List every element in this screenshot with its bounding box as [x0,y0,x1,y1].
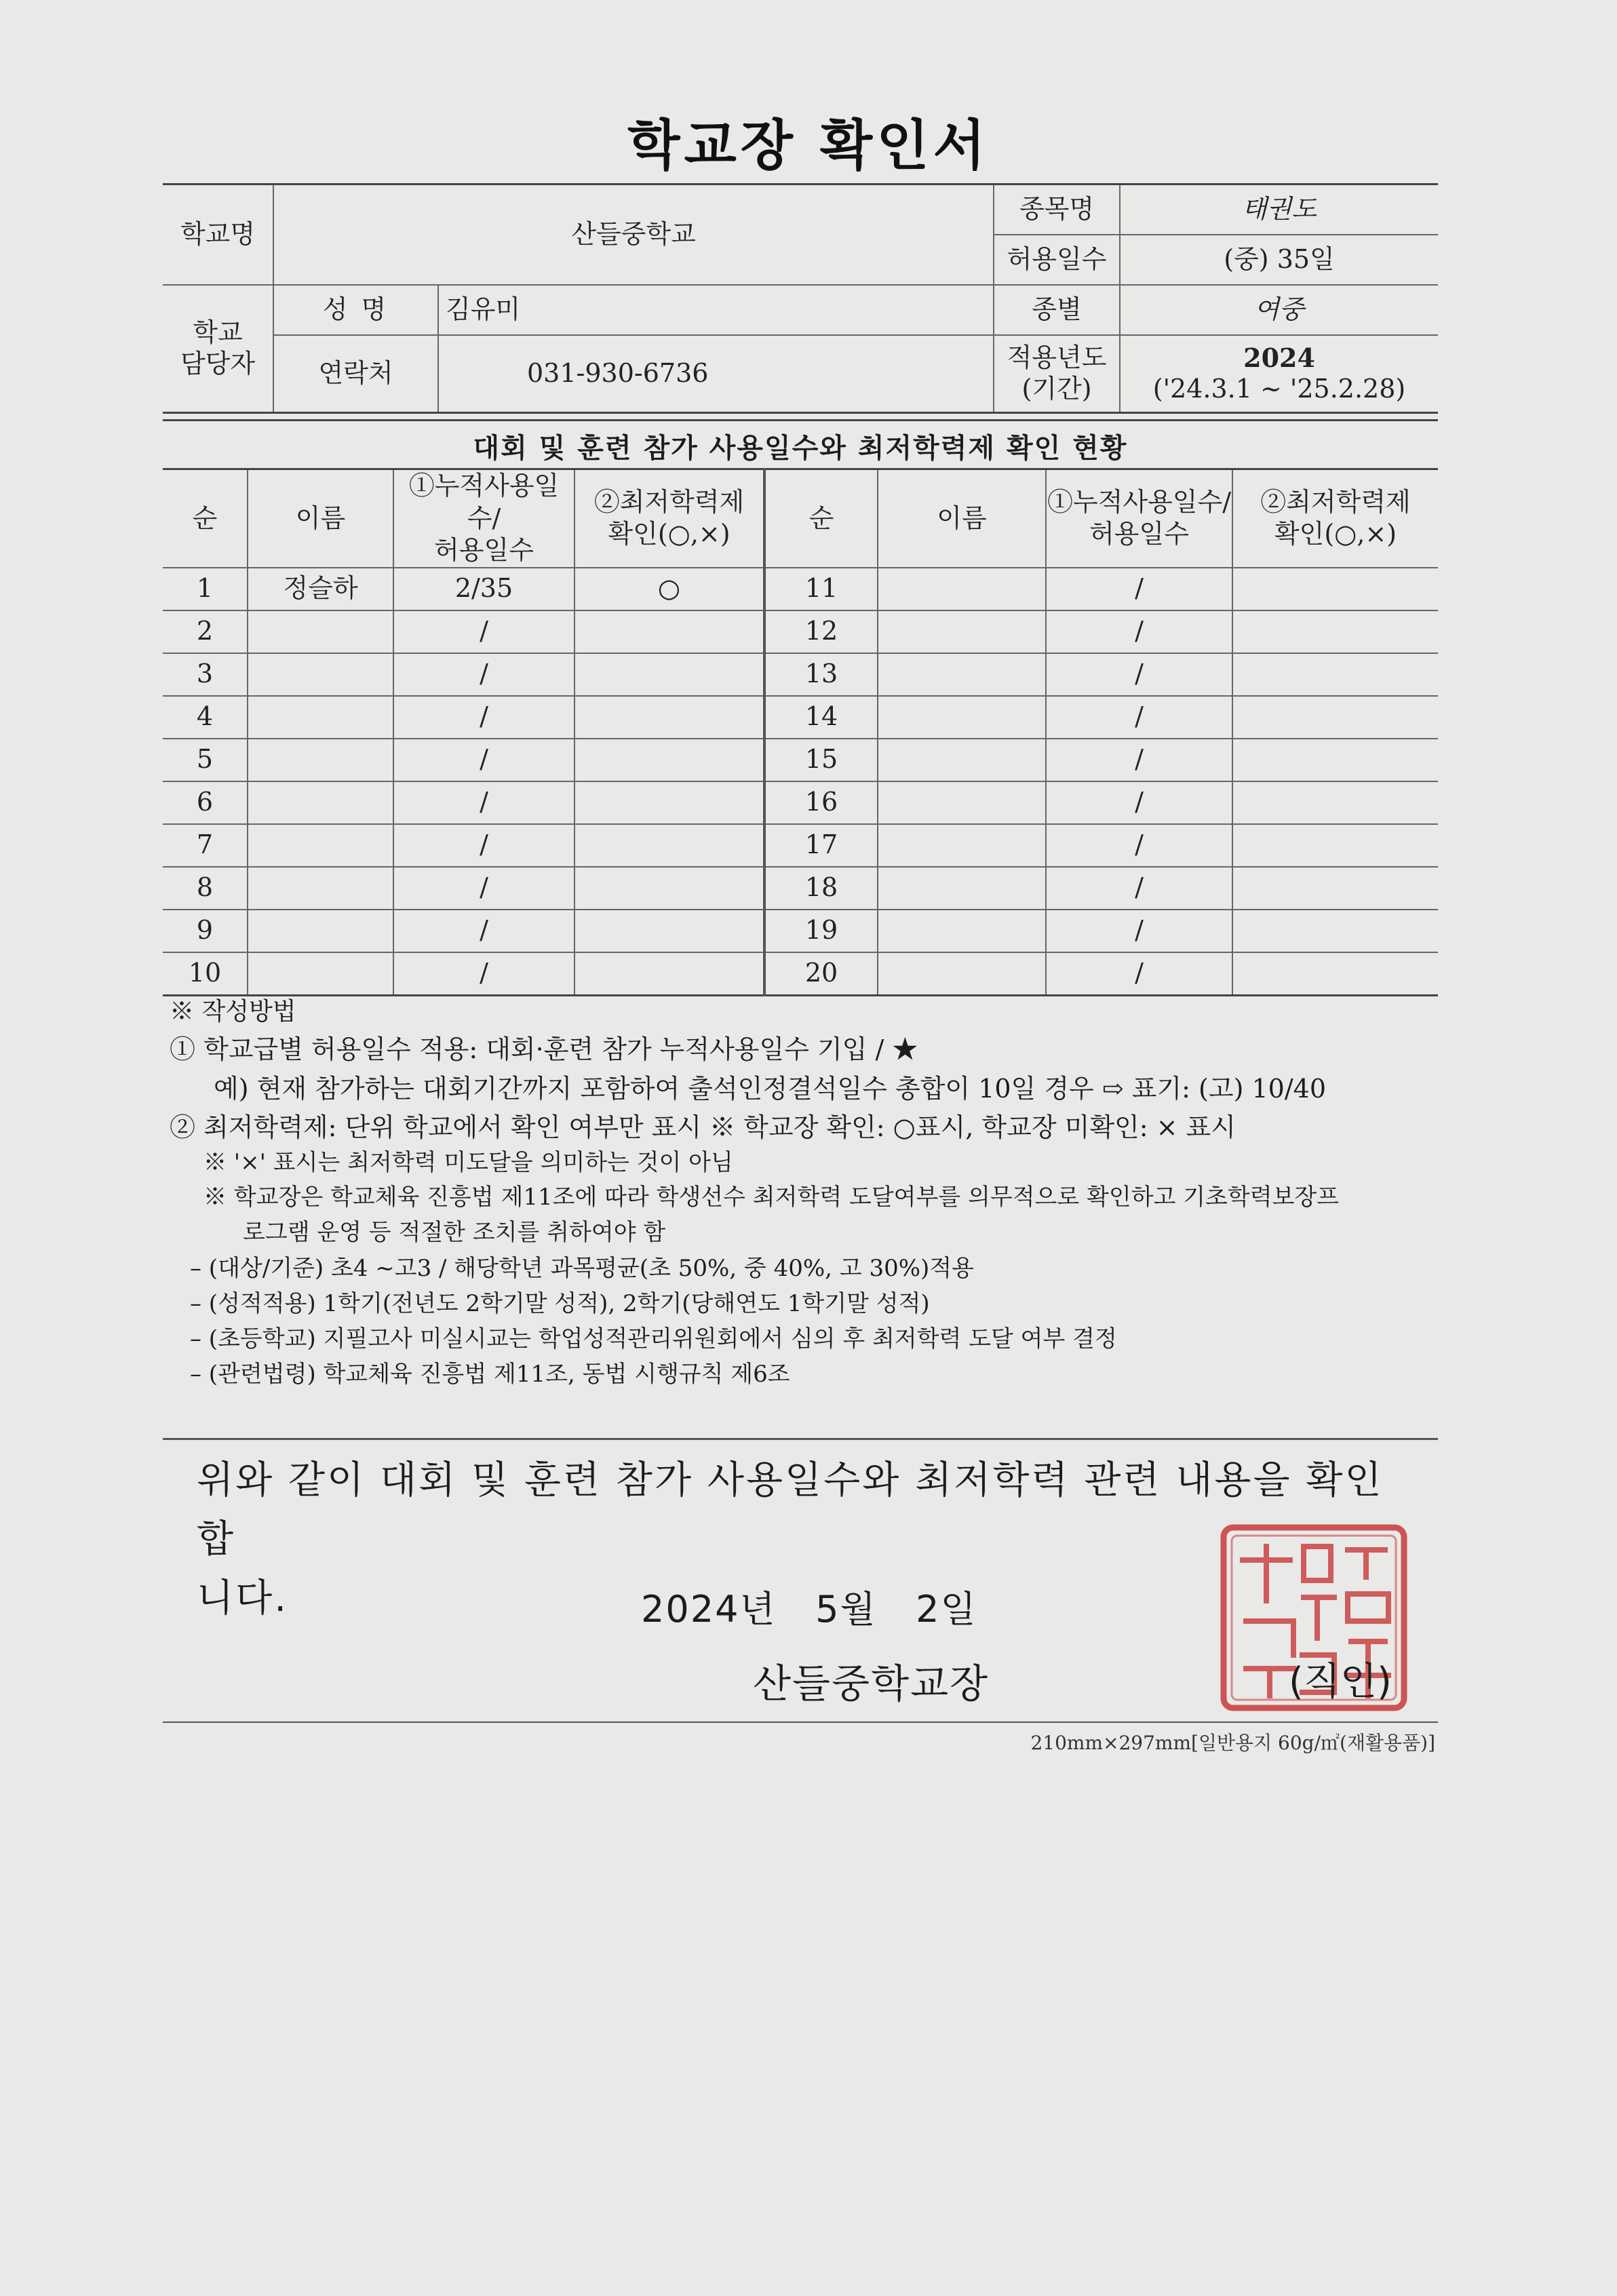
note-1: ① 학교급별 허용일수 적용: 대회·훈련 참가 누적사용일수 기입 / ★ [170,1034,918,1064]
year-label-line2: (기간) [1021,374,1092,404]
event-label: 종목명 [994,184,1120,235]
header-days-right-line1: ①누적사용일수/ [1047,486,1232,517]
cell-left-name [248,610,393,653]
cell-right-check [1232,910,1438,952]
cell-right-no: 20 [764,952,878,996]
info-section [163,183,1438,414]
cell-right-days: / [1046,696,1232,739]
cell-right-days: / [1046,610,1232,653]
cell-right-days: / [1046,781,1232,824]
participant-section [163,468,1438,996]
cell-right-days: / [1046,910,1232,952]
cell-right-days: / [1046,568,1232,610]
header-no-right: 순 [764,469,878,568]
note-2: ② 최저학력제: 단위 학교에서 확인 여부만 표시 ※ 학교장 확인: ○표시, 학교장 미확인: × 표시 [170,1112,1236,1142]
cell-left-no: 3 [163,653,248,696]
cell-right-no: 19 [764,910,878,952]
cell-left-name [248,653,393,696]
cell-left-check [574,824,764,867]
contact-value: 031-930-6736 [438,335,994,413]
cell-left-check: ○ [574,568,764,610]
cell-left-no: 1 [163,568,248,610]
cell-right-no: 11 [764,568,878,610]
allowed-label: 허용일수 [994,235,1120,285]
cell-right-check [1232,867,1438,910]
divider-bottom [163,1721,1438,1723]
header-days-right [1046,469,1232,568]
cell-left-no: 8 [163,867,248,910]
cell-left-no: 2 [163,610,248,653]
header-check [574,469,764,568]
cell-right-name [878,610,1046,653]
cell-left-days: / [393,952,574,996]
cell-right-check [1232,952,1438,996]
cell-left-days: / [393,910,574,952]
cell-left-name [248,739,393,781]
cell-right-name [878,867,1046,910]
school-label: 학교명 [163,184,273,286]
cell-left-name [248,910,393,952]
table-row [163,824,1438,867]
paper-spec: 210mm×297mm[일반용지 60g/㎡(재활용품)] [1030,1732,1435,1754]
year-value: 2024 [1243,343,1315,374]
cell-left-days: / [393,867,574,910]
participant-table-body [163,469,1438,996]
header-check-line2: 확인(○,×) [608,519,730,549]
period-value: ('24.3.1 ~ '25.2.28) [1152,374,1406,404]
year-label-line1: 적용년도 [1007,343,1107,373]
header-name-right: 이름 [878,469,1046,568]
note-1-example: 예) 현재 참가하는 대회기간까지 포함하여 출석인정결석일수 총합이 10일 경우 ⇨ 표기: (고) 10/40 [214,1074,1327,1104]
issue-date: 2024년 5월 2일 [641,1588,977,1631]
header-name: 이름 [248,469,393,568]
cell-left-check [574,952,764,996]
cell-left-days: / [393,696,574,739]
cell-left-check [574,739,764,781]
note-2-sub-2-cont: 로그램 운영 등 적절한 조치를 취하여야 함 [243,1219,666,1246]
cell-right-no: 12 [764,610,878,653]
info-table [163,183,1438,414]
cell-right-days: / [1046,867,1232,910]
cell-left-days: / [393,824,574,867]
note-heading: ※ 작성방법 [170,998,296,1026]
cell-left-no: 7 [163,824,248,867]
cell-right-name [878,739,1046,781]
cell-left-no: 4 [163,696,248,739]
cell-right-check [1232,568,1438,610]
gender-label: 종별 [994,285,1120,335]
header-no: 순 [163,469,248,568]
cell-left-name [248,781,393,824]
manager-label-line2: 담당자 [180,349,256,378]
table-row [163,781,1438,824]
header-days-line2: 허용일수 [434,535,534,565]
cell-left-name [248,952,393,996]
cell-left-days: / [393,781,574,824]
table-row [163,610,1438,653]
header-check-right-line2: 확인(○,×) [1274,519,1397,549]
header-check-line1: ②최저학력제 [593,486,745,517]
note-target: – (대상/기준) 초4 ~고3 / 해당학년 과목평균(초 50%, 중 40%, 고 30%)적용 [190,1255,974,1282]
table-row [163,696,1438,739]
cell-right-no: 18 [764,867,878,910]
note-2-sub-2: ※ 학교장은 학교체육 진흥법 제11조에 따라 학생선수 최저학력 도달여부를 의무적으로 확인하고 기초학력보장프 [203,1184,1340,1211]
cell-left-days: 2/35 [393,568,574,610]
cell-left-check [574,781,764,824]
cell-left-name [248,824,393,867]
note-grade: – (성적적용) 1학기(전년도 2학기말 성적), 2학기(당해연도 1학기말 성적) [190,1290,930,1317]
cell-left-no: 6 [163,781,248,824]
section-title: 대회 및 훈련 참가 사용일수와 최저학력제 확인 현황 [163,419,1438,470]
cell-left-days: / [393,610,574,653]
header-days-right-line2: 허용일수 [1089,519,1189,549]
cell-right-name [878,568,1046,610]
cell-right-no: 17 [764,824,878,867]
cell-right-days: / [1046,739,1232,781]
name-value: 김유미 [438,285,994,335]
cell-right-check [1232,653,1438,696]
header-check-right [1232,469,1438,568]
seal-label: (직인) [1289,1660,1392,1704]
cell-right-name [878,696,1046,739]
table-header-row [163,469,1438,568]
cell-left-name [248,867,393,910]
table-row [163,867,1438,910]
cell-left-no: 5 [163,739,248,781]
cell-right-check [1232,824,1438,867]
cell-right-check [1232,696,1438,739]
cell-right-no: 16 [764,781,878,824]
cell-right-name [878,910,1046,952]
table-row [163,653,1438,696]
cell-right-days: / [1046,824,1232,867]
manager-label [163,285,273,413]
cell-right-days: / [1046,952,1232,996]
table-row [163,568,1438,610]
cell-left-days: / [393,653,574,696]
event-value: 태권도 [1120,184,1438,235]
note-law: – (관련법령) 학교체육 진흥법 제11조, 동법 시행규칙 제6조 [190,1361,790,1388]
gender-value: 여중 [1120,285,1438,335]
cell-right-no: 15 [764,739,878,781]
contact-label: 연락처 [273,335,438,413]
cell-right-days: / [1046,653,1232,696]
cell-left-check [574,910,764,952]
header-days-line1: ①누적사용일수/ [408,471,560,533]
year-cell [1120,335,1438,413]
cell-left-check [574,696,764,739]
document-title: 학교장 확인서 [627,114,990,177]
cell-right-name [878,781,1046,824]
cell-right-name [878,952,1046,996]
school-value: 산들중학교 [273,184,994,286]
participant-table [163,468,1438,996]
cell-right-check [1232,739,1438,781]
year-label [994,335,1120,413]
allowed-value: (중) 35일 [1120,235,1438,285]
cell-right-name [878,824,1046,867]
table-row [163,910,1438,952]
note-elementary: – (초등학교) 지필고사 미실시교는 학업성적관리위원회에서 심의 후 최저학력 도달 여부 결정 [190,1325,1117,1353]
cell-left-name [248,696,393,739]
cell-left-no: 9 [163,910,248,952]
cell-left-check [574,653,764,696]
cell-right-check [1232,610,1438,653]
cell-right-no: 14 [764,696,878,739]
confirmation-line1: 위와 같이 대회 및 훈련 참가 사용일수와 최저학력 관련 내용을 확인합 [197,1458,1384,1561]
table-row [163,739,1438,781]
cell-right-name [878,653,1046,696]
manager-label-line1: 학교 [193,317,243,348]
divider-top [163,1438,1438,1440]
cell-right-no: 13 [764,653,878,696]
confirmation-line2: 니다. [197,1576,288,1620]
header-days [393,469,574,568]
principal-name: 산들중학교장 [753,1660,990,1707]
cell-right-check [1232,781,1438,824]
cell-left-check [574,610,764,653]
header-check-right-line1: ②최저학력제 [1260,486,1411,517]
cell-left-check [574,867,764,910]
cell-left-days: / [393,739,574,781]
cell-left-no: 10 [163,952,248,996]
table-row [163,952,1438,996]
note-2-sub-1: ※ '×' 표시는 최저학력 미도달을 의미하는 것이 아님 [203,1149,733,1176]
cell-left-name: 정슬하 [248,568,393,610]
name-label: 성 명 [273,285,438,335]
